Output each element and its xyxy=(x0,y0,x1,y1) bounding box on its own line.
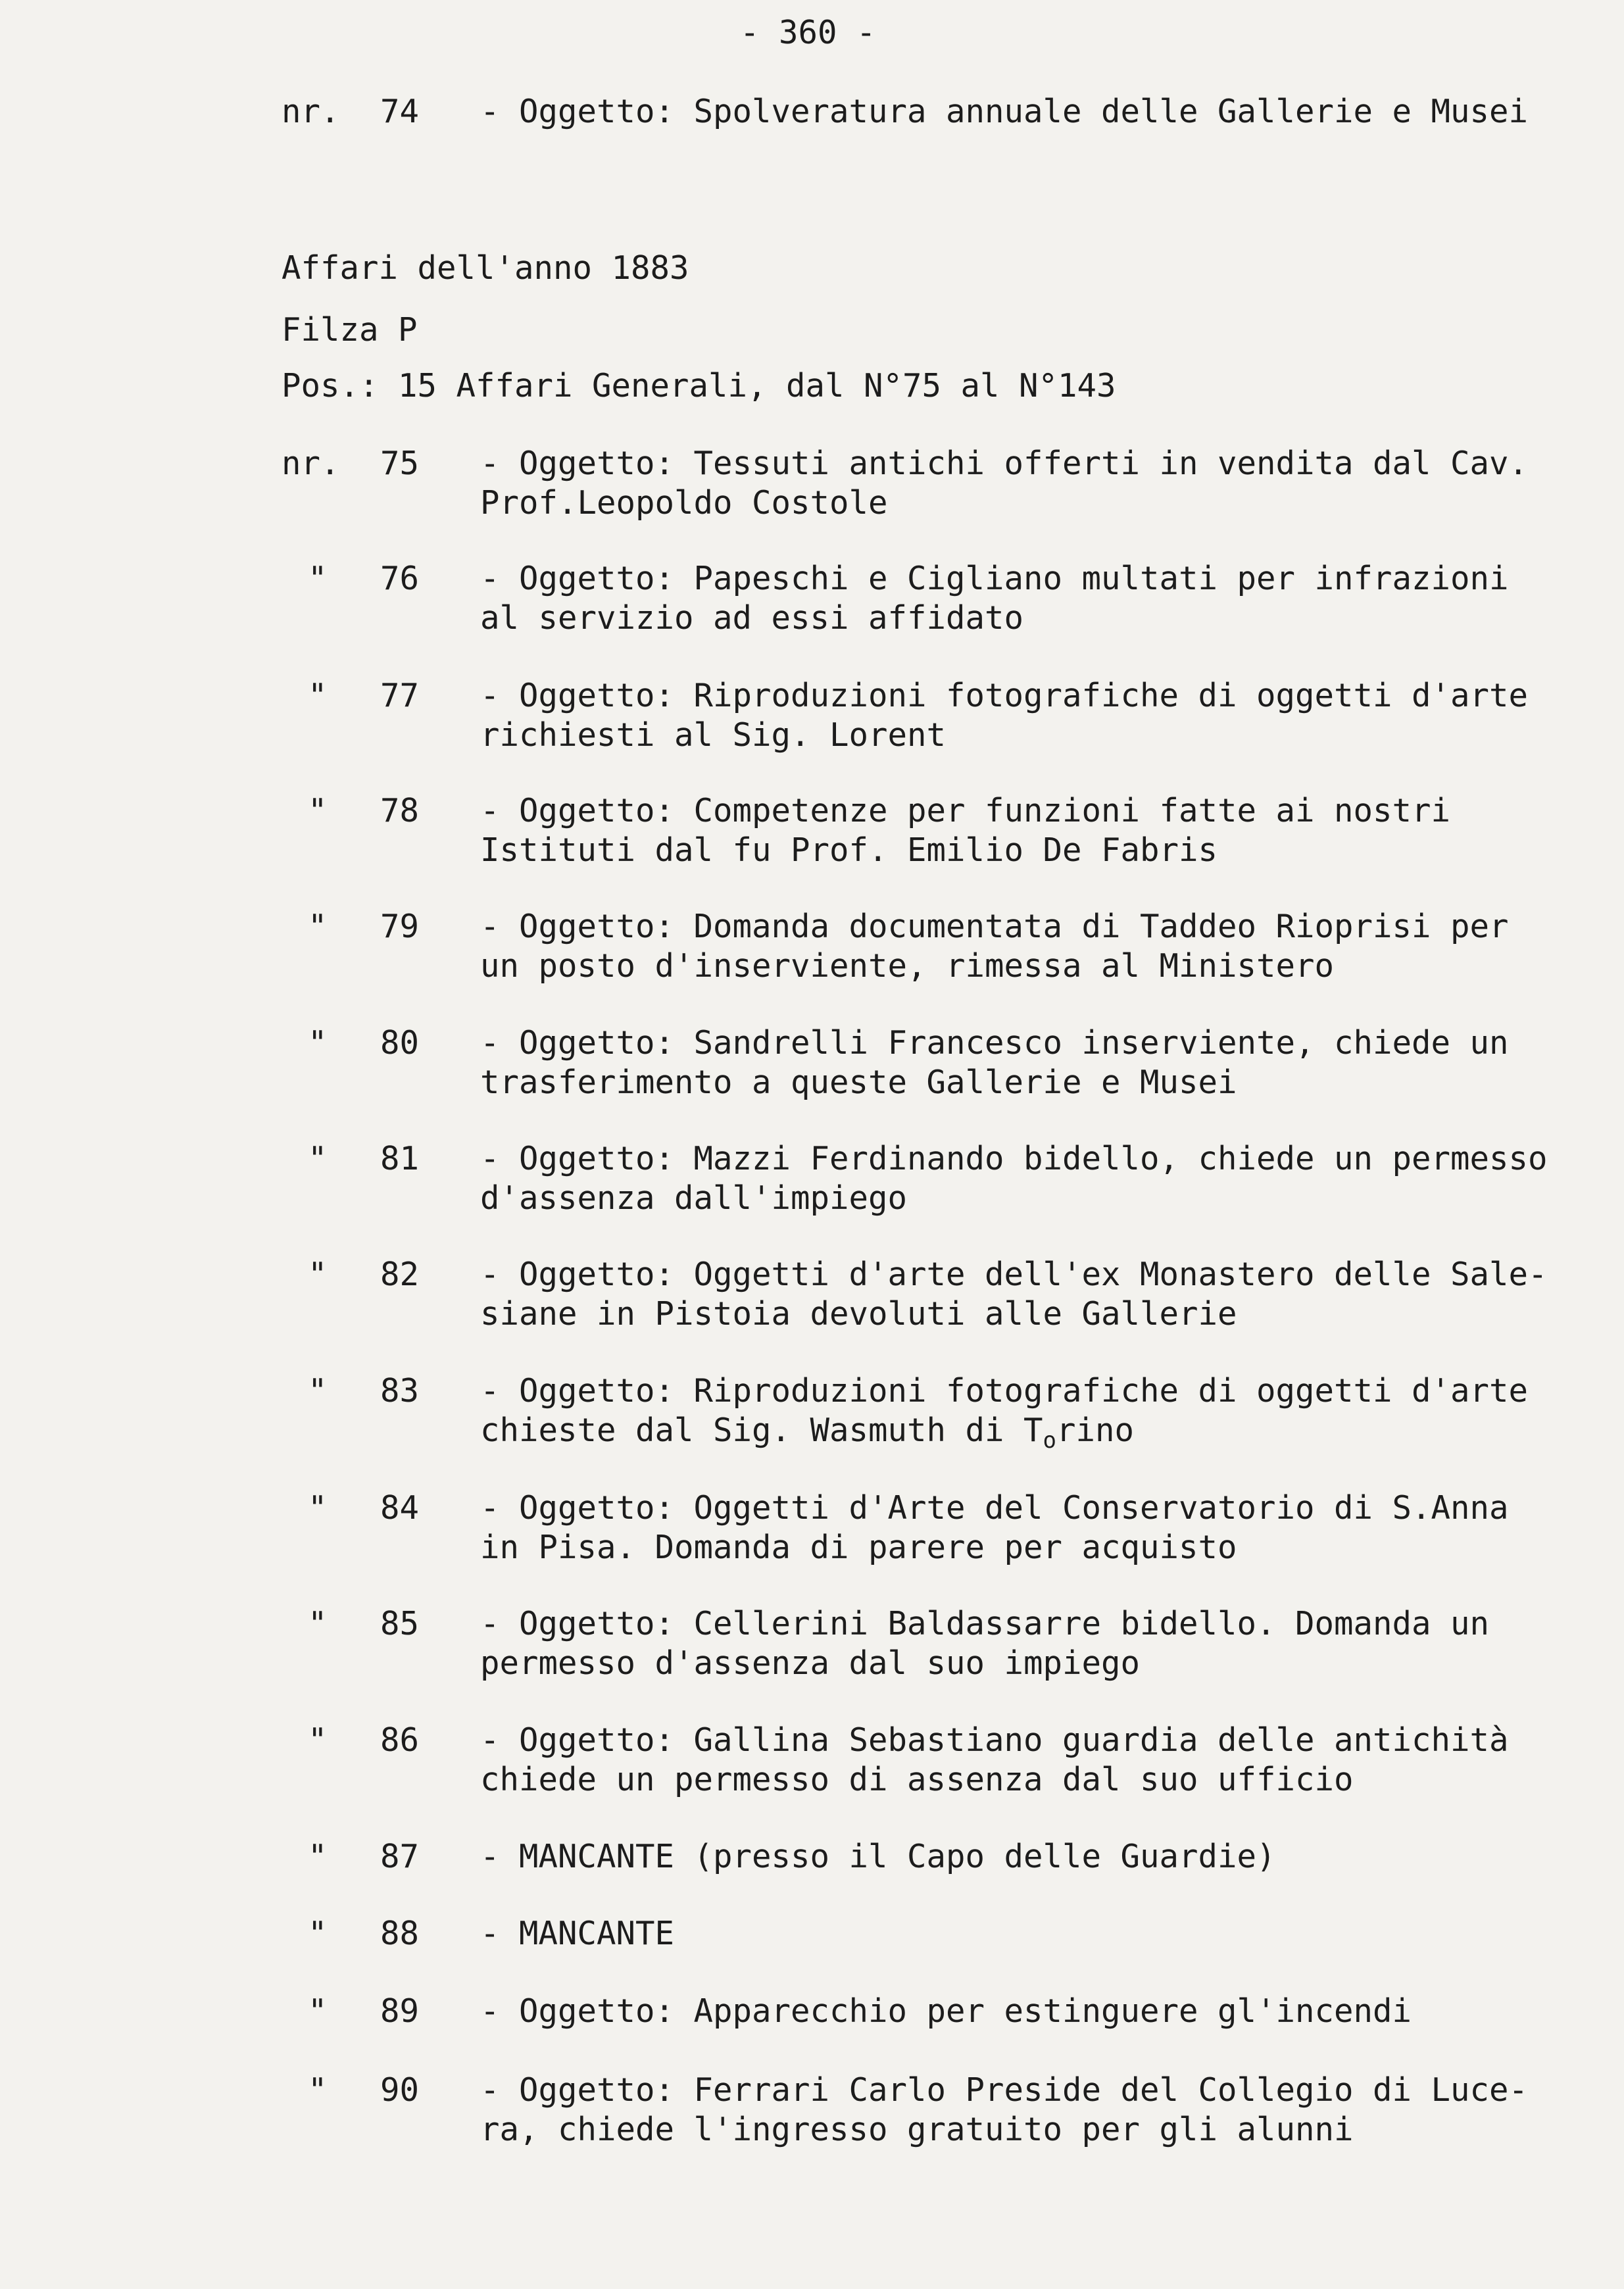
entry-number: 90 xyxy=(380,2071,420,2109)
entry-text: - Oggetto: Apparecchio per estinguere gl'incendi xyxy=(480,1992,1412,2030)
ditto-mark: " xyxy=(308,2071,328,2109)
entry-number: 74 xyxy=(380,93,420,130)
ditto-mark: " xyxy=(308,1915,328,1952)
entry-text: - Oggetto: Sandrelli Francesco inserviente, chiede un trasferimento a queste Gallerie e Musei xyxy=(480,1024,1509,1101)
page-number: - 360 - xyxy=(740,14,876,51)
entry-number: 77 xyxy=(380,677,420,714)
ditto-mark: " xyxy=(308,908,328,945)
entry-text: - Oggetto: Gallina Sebastiano guardia delle antichità chiede un permesso di assenza dal suo ufficio xyxy=(480,1721,1509,1798)
entry-text: - Oggetto: Spolveratura annuale delle Gallerie e Musei xyxy=(480,93,1529,130)
entry-mark: nr. xyxy=(282,93,340,130)
ditto-mark: " xyxy=(308,1489,328,1527)
entry-number: 78 xyxy=(380,792,420,829)
header-filza: Filza P xyxy=(282,311,418,349)
entry-text: - Oggetto: Competenze per funzioni fatte ai nostri Istituti dal fu Prof. Emilio De Fabris xyxy=(480,792,1451,869)
entry-number: 86 xyxy=(380,1721,420,1759)
entry-number: 82 xyxy=(380,1256,420,1293)
entry-text: - Oggetto: Mazzi Ferdinando bidello, chiede un permesso d'assenza dall'impiego xyxy=(480,1140,1548,1217)
entry-text: - Oggetto: Ferrari Carlo Preside del Collegio di Luce- ra, chiede l'ingresso gratuito per gli alunni xyxy=(480,2071,1529,2148)
entry-number: 89 xyxy=(380,1992,420,2030)
ditto-mark: " xyxy=(308,1838,328,1875)
entry-text xyxy=(480,1371,1559,1460)
header-affari: Affari dell'anno 1883 xyxy=(282,249,689,287)
ditto-mark: " xyxy=(308,792,328,829)
entry-text: - Oggetto: Domanda documentata di Taddeo Rioprisi per un posto d'inserviente, rimessa al Ministero xyxy=(480,908,1509,985)
entry-text: - MANCANTE xyxy=(480,1915,675,1952)
entry-number: 76 xyxy=(380,560,420,597)
entry-mark: nr. xyxy=(282,445,340,482)
entry-text-main: - Oggetto: Riproduzioni fotografiche di oggetti d'arte chieste dal Sig. Wasmuth di T xyxy=(480,1372,1529,1449)
entry-text-tail: rino xyxy=(1056,1412,1135,1449)
ditto-mark: " xyxy=(308,1256,328,1293)
entry-number: 88 xyxy=(380,1915,420,1952)
entry-text-subscript: o xyxy=(1043,1427,1056,1454)
entry-number: 79 xyxy=(380,908,420,945)
entry-number: 83 xyxy=(380,1372,420,1410)
ditto-mark: " xyxy=(308,1372,328,1410)
entry-number: 87 xyxy=(380,1838,420,1875)
header-pos: Pos.: 15 Affari Generali, dal N°75 al N°143 xyxy=(282,367,1116,405)
ditto-mark: " xyxy=(308,1992,328,2030)
ditto-mark: " xyxy=(308,1140,328,1177)
entry-number: 85 xyxy=(380,1605,420,1642)
ditto-mark: " xyxy=(308,1605,328,1642)
ditto-mark: " xyxy=(308,1721,328,1759)
entry-number: 81 xyxy=(380,1140,420,1177)
entry-number: 80 xyxy=(380,1024,420,1062)
entry-text: - Oggetto: Papeschi e Cigliano multati per infrazioni al servizio ad essi affidato xyxy=(480,560,1509,637)
ditto-mark: " xyxy=(308,560,328,597)
entry-number: 75 xyxy=(380,445,420,482)
ditto-mark: " xyxy=(308,1024,328,1062)
entry-text: - Oggetto: Oggetti d'arte dell'ex Monastero delle Sale- siane in Pistoia devoluti alle Gallerie xyxy=(480,1256,1548,1333)
entry-text: - Oggetto: Riproduzioni fotografiche di oggetti d'arte richiesti al Sig. Lorent xyxy=(480,677,1529,754)
entry-text: - Oggetto: Oggetti d'Arte del Conservatorio di S.Anna in Pisa. Domanda di parere per acquisto xyxy=(480,1489,1509,1566)
entry-number: 84 xyxy=(380,1489,420,1527)
entry-text: - Oggetto: Cellerini Baldassarre bidello. Domanda un permesso d'assenza dal suo impiego xyxy=(480,1605,1490,1682)
entry-text: - MANCANTE (presso il Capo delle Guardie) xyxy=(480,1838,1276,1875)
ditto-mark: " xyxy=(308,677,328,714)
entry-text: - Oggetto: Tessuti antichi offerti in vendita dal Cav. Prof.Leopoldo Costole xyxy=(480,445,1529,522)
